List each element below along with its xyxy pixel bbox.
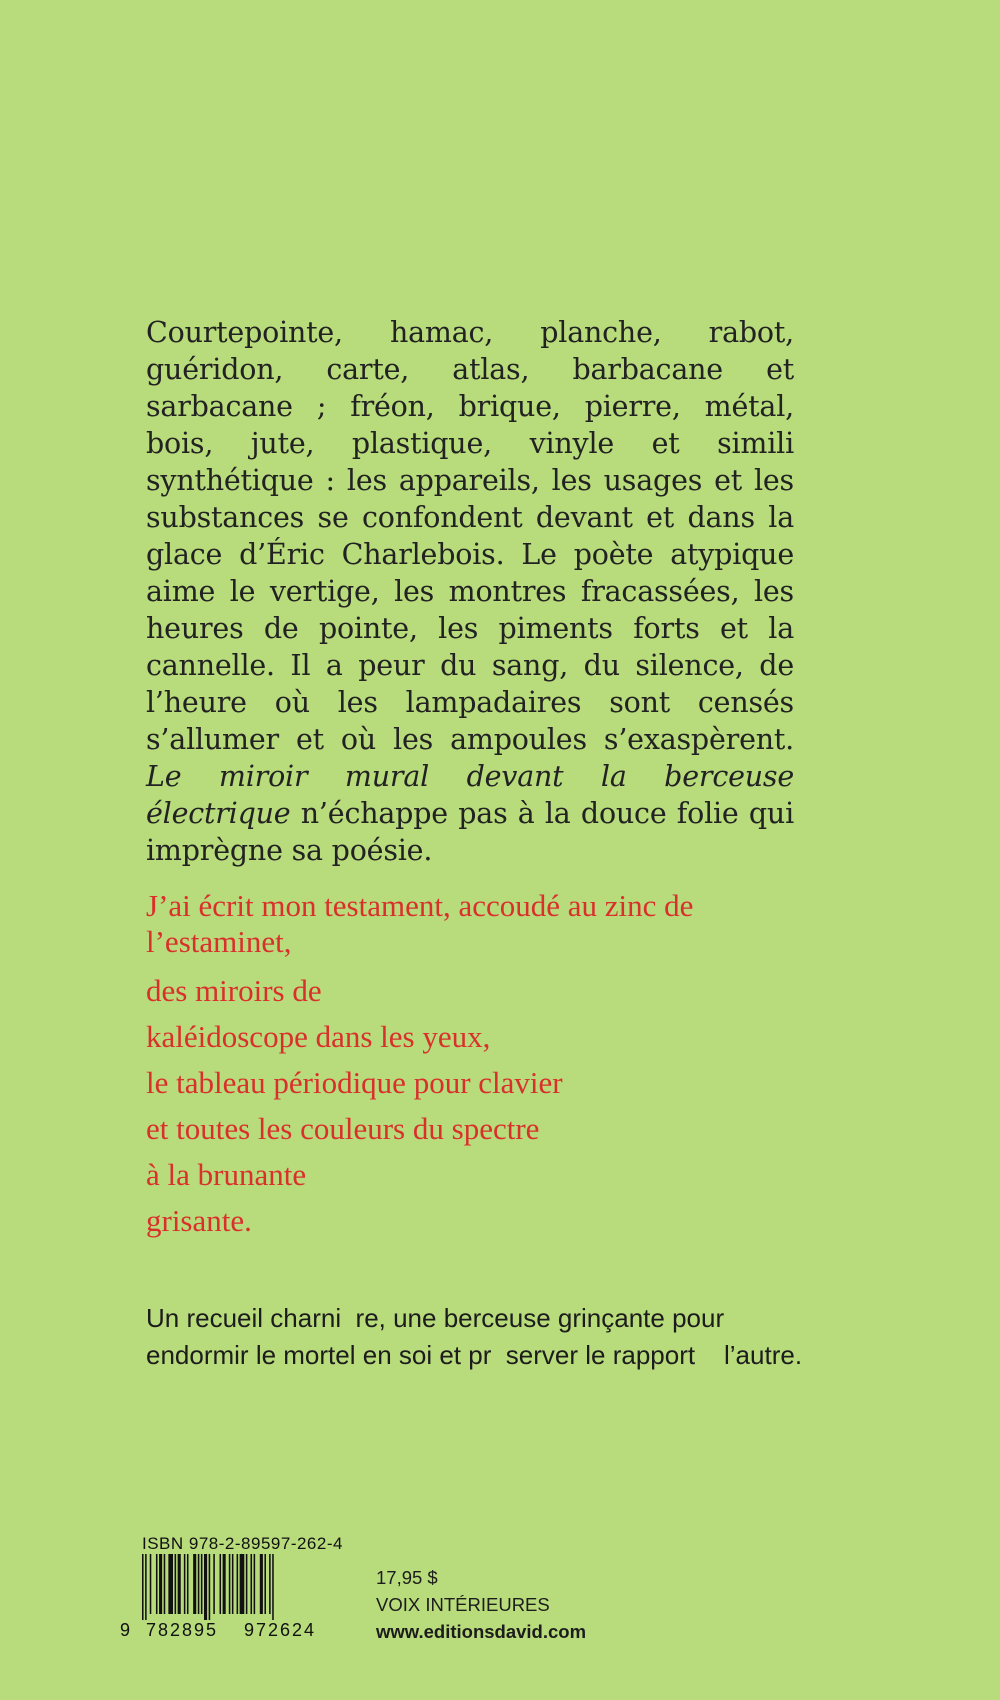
poem-line: grisante. (146, 1203, 252, 1238)
barcode-bar (220, 1554, 222, 1614)
book-title: Le miroir mural devant la berceuse électrique (146, 760, 794, 830)
barcode-bar (237, 1554, 239, 1614)
barcode-bar (150, 1554, 152, 1614)
poem-line: des miroirs de (146, 973, 322, 1008)
barcode-bar (223, 1554, 226, 1614)
publisher-website: www.editionsdavid.com (376, 1621, 587, 1642)
barcode-bar (204, 1554, 207, 1620)
barcode-bar (145, 1554, 147, 1620)
publisher-info (376, 1564, 586, 1645)
poem-line: le tableau périodique pour clavier (146, 1065, 563, 1100)
isbn-label: ISBN 978-2-89597-262-4 (142, 1534, 343, 1553)
barcode-bar (232, 1554, 234, 1614)
barcode-bar (254, 1554, 256, 1614)
barcode-bar (187, 1554, 189, 1614)
barcode-bar (213, 1554, 215, 1614)
price: 17,95 $ (376, 1567, 438, 1588)
blurb-paragraph (146, 314, 794, 869)
barcode-bar (272, 1554, 274, 1620)
barcode-bar (159, 1554, 162, 1614)
poem-line: kaléidoscope dans les yeux, (146, 1019, 491, 1054)
poem-line: à la brunante (146, 1157, 307, 1192)
closing-line: endormir le mortel en soi et pr server le rapport l’autre. (146, 1340, 803, 1370)
barcode-bar (240, 1554, 245, 1614)
poem-line: J’ai écrit mon testament, accoudé au zinc de l’estaminet, (146, 888, 694, 959)
closing-statement (146, 1300, 876, 1374)
poem-excerpt (146, 888, 806, 1244)
blurb-text: Courtepointe, hamac, planche, rabot, guéridon, carte, atlas, barbacane et sarbacane ; fréon, brique, pierre, métal, bois, jute, plastique, vinyle et simili synthétique : les appareils, les usages et les substances se confondent devant et dans la glace d’Éric Charlebois. Le poète atypique aime le vertige, les montres fracassées, les heures de pointe, les piments forts et la cannelle. Il a peur du sang, du silence, de l’heure où les lampadaires sont censés s’allumer et où les ampoules s’exaspèrent. (146, 316, 794, 756)
barcode-bar (260, 1554, 263, 1614)
barcode-digit-group-left: 782895 (146, 1620, 219, 1640)
back-cover-blurb (146, 314, 794, 869)
barcode-bar (264, 1554, 266, 1614)
barcode-bar (142, 1554, 144, 1620)
barcode-bar (198, 1554, 200, 1614)
collection-name: VOIX INTÉRIEURES (376, 1594, 550, 1615)
barcode-bar (168, 1554, 173, 1614)
barcode-bar (156, 1554, 158, 1614)
barcode-bar (209, 1554, 211, 1620)
barcode-bar (269, 1554, 271, 1614)
closing-line: Un recueil charni re, une berceuse grinçante pour (146, 1303, 725, 1333)
blurb-text-end: n’échappe pas à la douce folie qui imprègne sa poésie. (146, 797, 795, 867)
barcode-bar (201, 1554, 203, 1614)
barcode-digit-lead: 9 (120, 1620, 131, 1640)
barcode-bar (229, 1554, 231, 1614)
barcode-bar (251, 1554, 253, 1614)
barcode-bar (164, 1554, 166, 1614)
poem-line: et toutes les couleurs du spectre (146, 1111, 540, 1146)
barcode-digit-group-right: 972624 (244, 1620, 317, 1640)
barcode-bar (175, 1554, 177, 1614)
barcode-bar (193, 1554, 196, 1614)
barcode-bar (178, 1554, 181, 1614)
isbn-barcode (140, 1554, 340, 1620)
barcode-bar (246, 1554, 248, 1614)
barcode-bar (184, 1554, 186, 1614)
